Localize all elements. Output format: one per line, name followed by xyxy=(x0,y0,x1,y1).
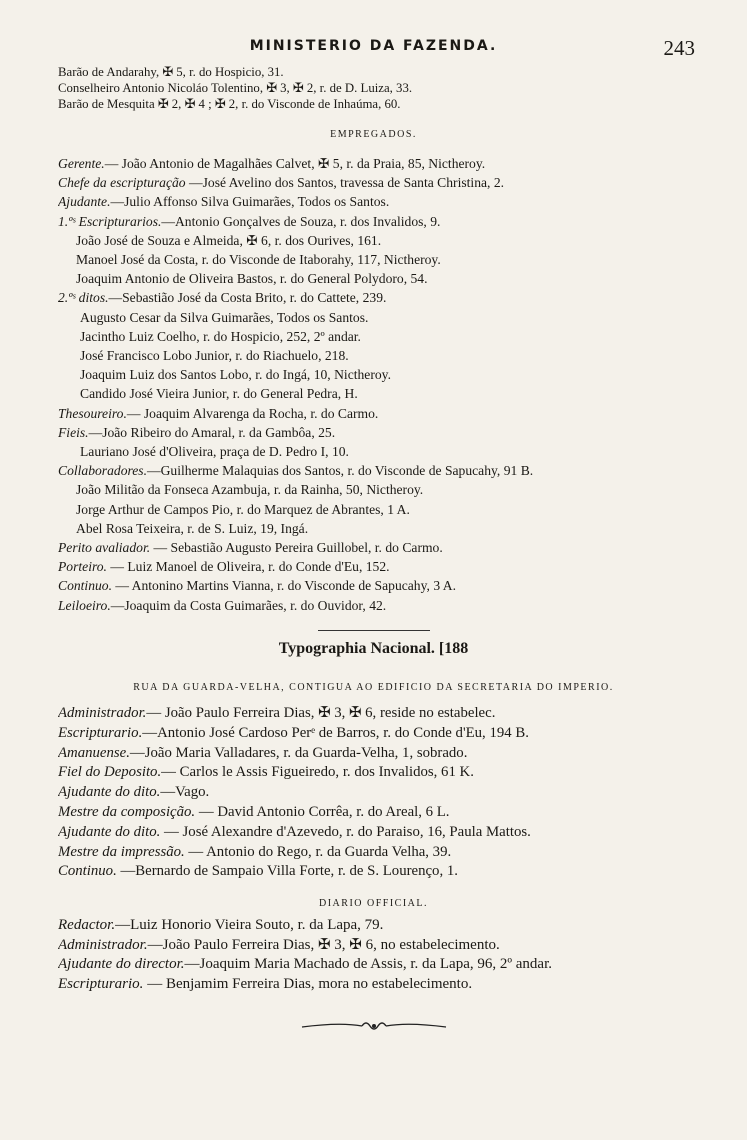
page-number: 243 xyxy=(663,36,695,60)
role: Gerente. xyxy=(58,156,105,171)
typographia-title: Typographia Nacional. [188 xyxy=(278,640,469,657)
entry-text: Jacintho Luiz Coelho, r. do Hospicio, 252, 2º andar. xyxy=(80,328,361,344)
list-item xyxy=(58,442,708,461)
entry-text: João José de Souza e Almeida, ✠ 6, r. dos Ourives, 161. xyxy=(76,232,382,248)
list-item xyxy=(58,783,708,803)
list-item xyxy=(58,212,708,231)
entry-text: —Luiz Honorio Vieira Souto, r. da Lapa, 79. xyxy=(115,917,384,933)
entry-text: Joaquim Luiz dos Santos Lobo, r. do Ingá, 10, Nictheroy. xyxy=(80,367,391,383)
list-item xyxy=(58,231,708,250)
role: Fiel do Deposito. xyxy=(58,764,162,781)
typographia-list xyxy=(58,704,708,882)
top-entry: Conselheiro Antonio Nicoláo Tolentino, ✠ 3, ✠ 2, r. de D. Luiza, 33. xyxy=(58,81,413,96)
list-item xyxy=(58,557,708,576)
role: Fieis. xyxy=(58,424,89,440)
list-item xyxy=(58,744,708,764)
entry-text: —João Ribeiro do Amaral, r. da Gambôa, 25. xyxy=(88,424,336,440)
list-item xyxy=(58,500,708,519)
entry-text: —Sebastião José da Costa Brito, r. do Cattete, 239. xyxy=(108,290,387,306)
role: Chefe da escripturação xyxy=(58,175,186,191)
entry-text: —Julio Affonso Silva Guimarães, Todos os Santos. xyxy=(110,194,390,210)
entry-text: — José Alexandre d'Azevedo, r. do Paraiso, 16, Paula Mattos. xyxy=(160,823,531,840)
list-item xyxy=(58,576,708,595)
list-item xyxy=(58,763,708,783)
entry-text: — Antonio do Rego, r. da Guarda Velha, 39. xyxy=(184,843,452,860)
role: Thesoureiro. xyxy=(58,405,127,421)
role: Ajudante. xyxy=(58,194,111,210)
list-item xyxy=(58,346,708,365)
list-item xyxy=(58,365,708,384)
list-item xyxy=(58,843,708,863)
entry-text: —Antonio José Cardoso Perᵉ de Barros, r. do Conde d'Eu, 194 B. xyxy=(142,724,529,741)
entry-text: —José Avelino dos Santos, travessa de Santa Christina, 2. xyxy=(185,175,505,191)
entry-text: —Vago. xyxy=(160,784,210,801)
list-item xyxy=(58,461,708,480)
typographia-subtitle: RUA DA GUARDA-VELHA, CONTIGUA AO EDIFICIO DA SECRETARIA DO IMPERIO. xyxy=(133,682,614,693)
list-item xyxy=(58,173,708,192)
entry-text: Manoel José da Costa, r. do Visconde de Itaborahy, 117, Nictheroy. xyxy=(76,252,441,268)
list-item xyxy=(58,480,708,499)
ornament-icon xyxy=(300,1018,448,1034)
entry-text: — David Antonio Corrêa, r. do Areal, 6 L. xyxy=(195,803,450,820)
role: Ajudante do dito. xyxy=(58,784,161,801)
list-item xyxy=(58,704,708,724)
list-item xyxy=(58,269,708,288)
role: Perito avaliador. xyxy=(58,540,151,556)
list-item xyxy=(58,519,708,538)
diario-heading: DIARIO OFFICIAL. xyxy=(319,898,428,909)
role: Mestre da impressão. xyxy=(58,843,185,860)
role: Continuo. xyxy=(58,578,113,594)
top-entry: Barão de Mesquita ✠ 2, ✠ 4 ; ✠ 2, r. do Visconde de Inhaúma, 60. xyxy=(58,97,401,112)
entry-text: —Guilherme Malaquias dos Santos, r. do Visconde de Sapucahy, 91 B. xyxy=(147,463,534,479)
role: Escripturario. xyxy=(58,975,144,992)
list-item xyxy=(58,308,708,327)
entry-text: —Joaquim da Costa Guimarães, r. do Ouvidor, 42. xyxy=(110,597,387,613)
role: Escripturario. xyxy=(58,724,143,741)
top-entries xyxy=(58,64,708,113)
entry-text: Abel Rosa Teixeira, r. de S. Luiz, 19, Ingá. xyxy=(76,520,309,536)
ornament-divider xyxy=(300,1018,448,1034)
entry-text: — Sebastião Augusto Pereira Guillobel, r. do Carmo. xyxy=(150,540,443,556)
entry-text: — João Antonio de Magalhães Calvet, ✠ 5, r. da Praia, 85, Nictheroy. xyxy=(104,156,486,171)
entry-text: José Francisco Lobo Junior, r. do Riachuelo, 218. xyxy=(80,348,349,364)
entry-text: Joaquim Antonio de Oliveira Bastos, r. do General Polydoro, 54. xyxy=(76,271,428,287)
entry-text: — Luiz Manoel de Oliveira, r. do Conde d'Eu, 152. xyxy=(106,559,390,575)
list-item xyxy=(58,538,708,557)
role: Porteiro. xyxy=(58,559,107,575)
list-item xyxy=(58,423,708,442)
empregados-heading: EMPREGADOS. xyxy=(330,129,417,140)
list-item xyxy=(58,916,708,936)
entry-text: — Antonino Martins Vianna, r. do Visconde de Sapucahy, 3 A. xyxy=(112,578,456,594)
entry-text: Augusto Cesar da Silva Guimarães, Todos os Santos. xyxy=(80,309,369,325)
entry-text: —Joaquim Maria Machado de Assis, r. da Lapa, 96, 2º andar. xyxy=(184,956,553,973)
entry-text: —Antonio Gonçalves de Souza, r. dos Invalidos, 9. xyxy=(161,213,441,229)
list-item xyxy=(58,803,708,823)
role: Collaboradores. xyxy=(58,463,147,479)
list-item xyxy=(58,192,708,211)
running-head: MINISTERIO DA FAZENDA. xyxy=(249,38,498,54)
list-item xyxy=(58,404,708,423)
list-item xyxy=(58,250,708,269)
diario-list xyxy=(58,916,708,994)
role: 2.ºˢ ditos. xyxy=(58,290,109,306)
entry-text: —Bernardo de Sampaio Villa Forte, r. de S. Lourenço, 1. xyxy=(116,863,458,880)
list-item xyxy=(58,936,708,956)
list-item xyxy=(58,862,708,882)
role: Leiloeiro. xyxy=(58,597,111,613)
role: Redactor. xyxy=(58,917,116,933)
list-item xyxy=(58,384,708,403)
empregados-list xyxy=(58,154,708,615)
role: Ajudante do dito. xyxy=(58,823,161,840)
role: 1.ºˢ Escripturarios. xyxy=(58,213,162,229)
top-entry: Barão de Andarahy, ✠ 5, r. do Hospicio, 31. xyxy=(58,65,284,79)
role: Amanuense. xyxy=(58,744,130,761)
entry-text: Candido José Vieira Junior, r. do General Pedra, H. xyxy=(80,386,358,402)
entry-text: —João Maria Valladares, r. da Guarda-Velha, 1, sobrado. xyxy=(129,744,468,761)
list-item xyxy=(58,955,708,975)
entry-text: Lauriano José d'Oliveira, praça de D. Pedro I, 10. xyxy=(80,444,349,460)
entry-text: — Benjamim Ferreira Dias, mora no estabelecimento. xyxy=(143,975,473,992)
entry-text: João Militão da Fonseca Azambuja, r. da Rainha, 50, Nictheroy. xyxy=(76,482,424,498)
page-header xyxy=(0,36,747,58)
list-item xyxy=(58,975,708,995)
list-item xyxy=(58,596,708,615)
entry-text: — João Paulo Ferreira Dias, ✠ 3, ✠ 6, reside no estabelec. xyxy=(146,705,496,721)
list-item xyxy=(58,823,708,843)
role: Mestre da composição. xyxy=(58,803,196,820)
role: Administrador. xyxy=(58,705,147,721)
entry-text: —João Paulo Ferreira Dias, ✠ 3, ✠ 6, no estabelecimento. xyxy=(147,936,500,953)
entry-text: Jorge Arthur de Campos Pio, r. do Marquez de Abrantes, 1 A. xyxy=(76,501,410,517)
role: Ajudante do director. xyxy=(58,956,185,973)
role: Administrador. xyxy=(58,936,148,953)
list-item xyxy=(58,327,708,346)
entry-text: — Carlos le Assis Figueiredo, r. dos Invalidos, 61 K. xyxy=(161,764,474,781)
list-item xyxy=(58,724,708,744)
list-item xyxy=(58,288,708,307)
entry-text: — Joaquim Alvarenga da Rocha, r. do Carmo. xyxy=(126,405,379,421)
role: Continuo. xyxy=(58,863,117,880)
list-item xyxy=(58,154,708,173)
section-divider xyxy=(318,630,430,631)
